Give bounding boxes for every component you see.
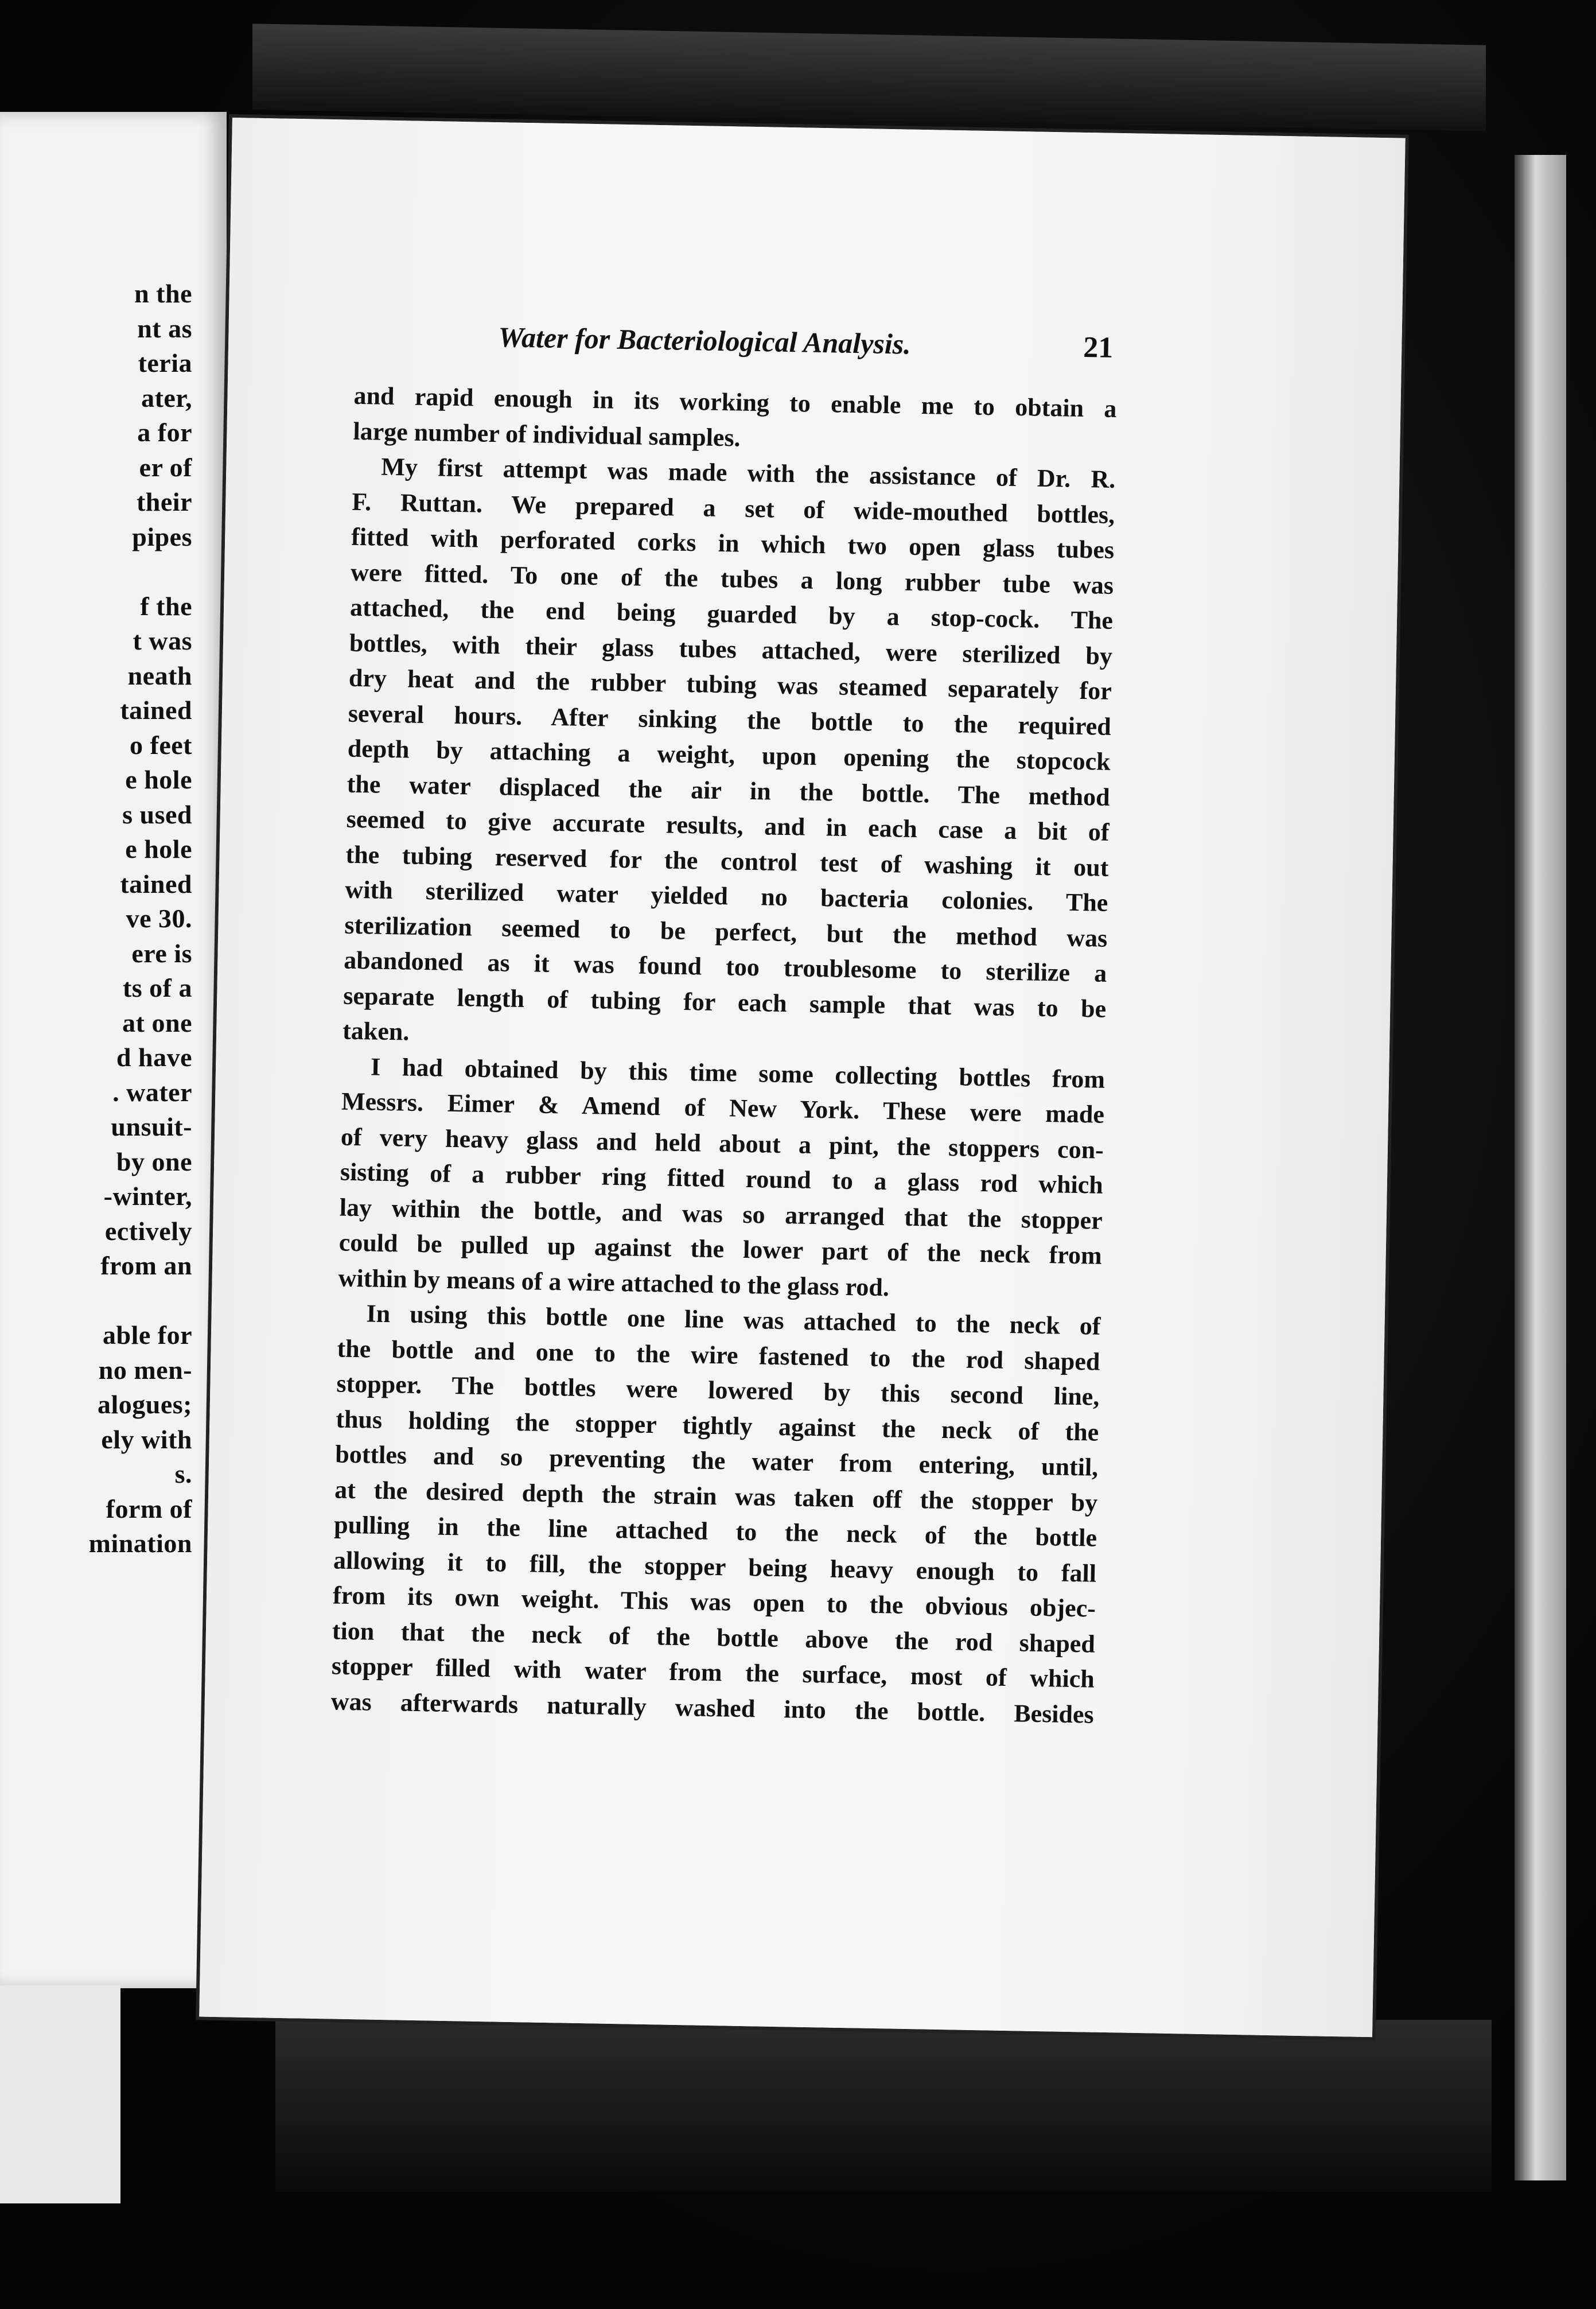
running-title: Water for Bacteriological Analysis. (497, 321, 912, 360)
left-page-line: e hole (125, 834, 192, 864)
left-page-line: a for (137, 418, 192, 447)
body-text (330, 378, 1117, 1732)
left-page-line: o feet (130, 730, 192, 760)
left-page-line: their (136, 487, 192, 516)
text-line: stopper. The bottles were lowered by this second line, (336, 1369, 1100, 1411)
left-page-line: at one (122, 1008, 192, 1037)
left-page-line: ely with (101, 1424, 192, 1454)
text-line: seemed to give accurate results, and in each case a bit of (346, 804, 1110, 846)
text-line: stopper filled with water from the surface, most of which (331, 1651, 1095, 1693)
text-line: attached, the end being guarded by a stop-cock. The (349, 593, 1114, 635)
book-page (199, 118, 1405, 2037)
left-page-line: s. (174, 1459, 192, 1488)
text-line: was afterwards naturally washed into the bottle. Besides (330, 1686, 1095, 1729)
left-page-line: ve 30. (126, 904, 192, 933)
text-line: the bottle and one to the wire fastened to the rod shaped (337, 1334, 1100, 1376)
text-line: lay within the bottle, and was so arranged that the stopper (339, 1193, 1103, 1235)
text-line: were fitted. To one of the tubes a long rubber tube was (350, 558, 1114, 600)
left-page-line: er of (139, 452, 192, 482)
text-line: at the desired depth the strain was taken off the stopper by (334, 1475, 1098, 1517)
text-line: sterilization seemed to be perfect, but the method was (344, 911, 1108, 953)
text-line: allowing it to fill, the stopper being heavy enough to fall (333, 1545, 1097, 1588)
text-line: could be pulled up against the lower part of the neck from (338, 1228, 1103, 1270)
left-page-line: from an (100, 1251, 192, 1280)
text-line: of very heavy glass and held about a pint, the stoppers con- (340, 1122, 1104, 1164)
left-page-line: ater, (141, 383, 192, 413)
text-line: taken. (342, 1016, 410, 1046)
text-line: several hours. After sinking the bottle to the required (348, 699, 1112, 741)
left-page-line: by one (116, 1146, 192, 1176)
text-line: separate length of tubing for each sample that was to be (342, 981, 1107, 1023)
left-page-line: ts of a (122, 973, 192, 1002)
text-line: abandoned as it was found too troublesome to sterilize a (343, 946, 1107, 988)
left-page-line: . water (112, 1077, 192, 1107)
left-page-line: tained (120, 869, 192, 899)
text-line: and rapid enough in its working to enable me to obtain a (353, 381, 1117, 423)
left-page-line: s used (122, 799, 192, 829)
left-page-line: -winter, (103, 1181, 192, 1211)
left-page-line: n the (134, 279, 192, 308)
left-page-line: able for (102, 1320, 192, 1350)
text-line: the water displaced the air in the bottle. The method (347, 769, 1110, 811)
text-line: depth by attaching a weight, upon opening the stopcock (347, 734, 1111, 776)
left-page-line: ectively (104, 1216, 192, 1246)
text-line: dry heat and the rubber tubing was steamed separately for (348, 663, 1112, 705)
left-page-line: e hole (125, 765, 192, 794)
left-page-line: t was (133, 626, 192, 655)
page-edge-strip (1515, 155, 1566, 2180)
left-facing-page (0, 112, 227, 1988)
left-page-line: mination (88, 1529, 192, 1558)
text-line: the tubing reserved for the control test of washing it out (345, 840, 1109, 882)
text-line: within by means of a wire attached to the glass rod. (338, 1264, 890, 1301)
left-page-line: form of (106, 1494, 192, 1523)
text-line: fitted with perforated corks in which two open glass tubes (351, 522, 1115, 564)
left-page-line: unsuit- (111, 1112, 192, 1141)
text-line: thus holding the stopper tightly against the neck of the (336, 1404, 1099, 1447)
book-bottom-shadow (275, 2020, 1492, 2192)
text-line: pulling in the line attached to the neck of the bottle (333, 1510, 1097, 1552)
page-number: 21 (1083, 331, 1114, 364)
left-page-lower-edge (0, 1985, 120, 2203)
left-page-line: pipes (132, 522, 192, 551)
left-page-line: alogues; (98, 1390, 192, 1419)
text-line: bottles and so preventing the water from entering, until, (334, 1440, 1099, 1482)
left-page-line: nt as (137, 313, 192, 343)
left-page-line: ere is (131, 938, 192, 968)
left-page-line: f the (140, 591, 192, 621)
text-line: bottles, with their glass tubes attached, were sterilized by (349, 628, 1113, 670)
left-page-line: tained (120, 695, 192, 725)
text-line: In using this bottle one line was attached to the neck of (366, 1299, 1101, 1340)
text-line: Messrs. Eimer & Amend of New York. These were made (341, 1087, 1105, 1129)
left-page-line: neath (127, 660, 192, 690)
text-line: with sterilized water yielded no bacteria colonies. The (345, 875, 1108, 917)
left-page-line: teria (138, 348, 192, 378)
text-line: from its own weight. This was open to the obvious objec- (332, 1581, 1096, 1623)
left-page-line: d have (116, 1043, 192, 1072)
text-line: large number of individual samples. (353, 417, 741, 452)
text-line: tion that the neck of the bottle above the rod shaped (332, 1616, 1096, 1658)
text-line: I had obtained by this time some collecting bottles from (370, 1052, 1105, 1094)
text-line: sisting of a rubber ring fitted round to a glass rod which (340, 1157, 1104, 1199)
left-page-line: no men- (98, 1355, 192, 1385)
text-line: F. Ruttan. We prepared a set of wide-mouthed bottles, (351, 487, 1115, 529)
text-line: My first attempt was made with the assistance of Dr. R. (380, 452, 1116, 493)
